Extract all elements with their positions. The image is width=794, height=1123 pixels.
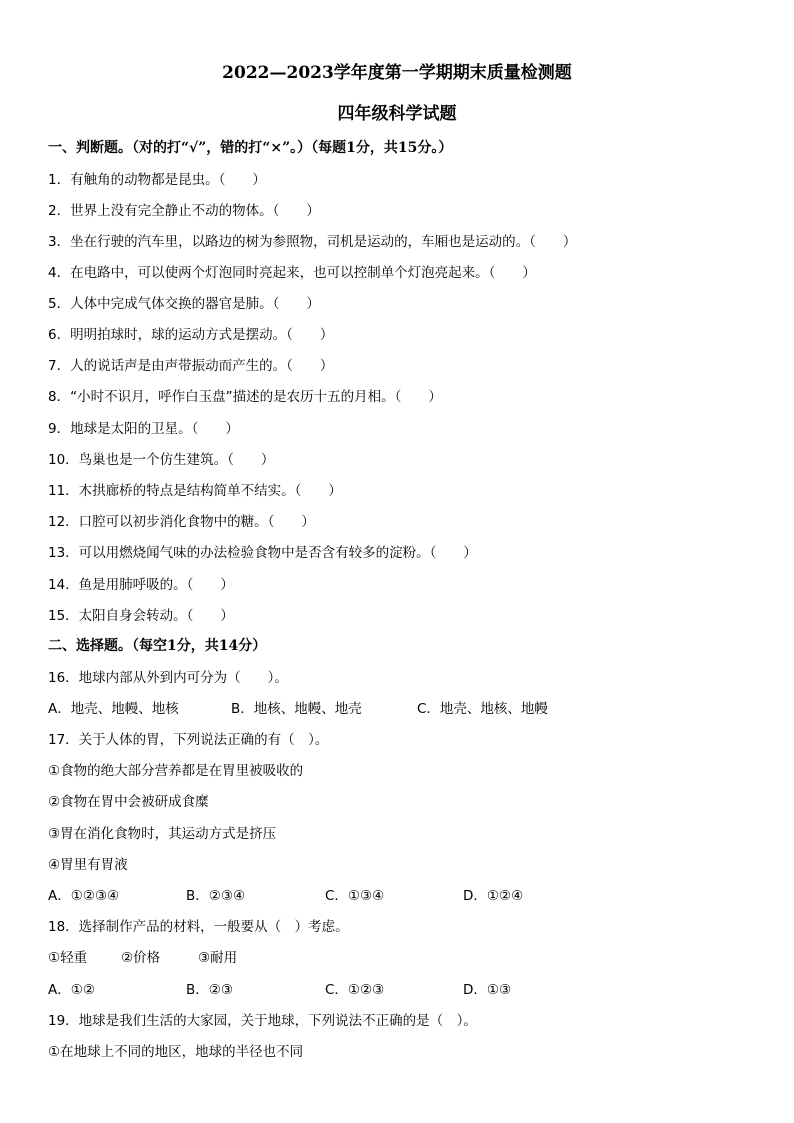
question-18-statements bbox=[48, 949, 748, 967]
option-b: B．②③④ bbox=[186, 888, 246, 904]
statement-2: ②价格 bbox=[121, 950, 161, 966]
option-b: B．地核、地幔、地壳 bbox=[231, 701, 362, 717]
question-16: 16．地球内部从外到内可分为（ ）。 bbox=[48, 670, 288, 686]
question-8: 8．“小时不识月，呼作白玉盘”描述的是农历十五的月相。（ ） bbox=[48, 389, 442, 405]
option-a: A．①②③④ bbox=[48, 888, 120, 904]
option-d: D．①③ bbox=[463, 982, 512, 998]
question-9: 9．地球是太阳的卫星。（ ） bbox=[48, 421, 239, 437]
section-heading-choice: 二、选择题。（每空1分，共14分） bbox=[48, 638, 267, 654]
question-19: 19．地球是我们生活的大家园，关于地球，下列说法不正确的是（ ）。 bbox=[48, 1013, 477, 1029]
question-17-statement-2: ②食物在胃中会被研成食糜 bbox=[48, 794, 209, 810]
question-17: 17．关于人体的胃，下列说法正确的有（ ）。 bbox=[48, 732, 329, 748]
question-1: 1．有触角的动物都是昆虫。（ ） bbox=[48, 172, 266, 188]
option-c: C．地壳、地核、地幔 bbox=[417, 701, 548, 717]
statement-3: ③耐用 bbox=[198, 950, 238, 966]
option-c: C．①③④ bbox=[325, 888, 385, 904]
question-16-options bbox=[48, 700, 748, 718]
question-2: 2．世界上没有完全静止不动的物体。（ ） bbox=[48, 203, 320, 219]
question-19-statement-1: ①在地球上不同的地区，地球的半径也不同 bbox=[48, 1044, 304, 1060]
question-12: 12．口腔可以初步消化食物中的糖。（ ） bbox=[48, 514, 315, 530]
section-heading-true-false: 一、判断题。（对的打“√”，错的打“×”。）（每题1分，共15分。） bbox=[48, 140, 453, 156]
option-a: A．地壳、地幔、地核 bbox=[48, 701, 179, 717]
question-4: 4．在电路中，可以使两个灯泡同时亮起来，也可以控制单个灯泡亮起来。（ ） bbox=[48, 265, 536, 281]
question-17-statement-1: ①食物的绝大部分营养都是在胃里被吸收的 bbox=[48, 763, 304, 779]
question-3: 3．坐在行驶的汽车里，以路边的树为参照物，司机是运动的，车厢也是运动的。（ ） bbox=[48, 234, 577, 250]
statement-1: ①轻重 bbox=[48, 950, 88, 966]
question-17-statement-4: ④胃里有胃液 bbox=[48, 857, 128, 873]
option-a: A．①② bbox=[48, 982, 95, 998]
question-6: 6．明明拍球时，球的运动方式是摆动。（ ） bbox=[48, 327, 334, 343]
question-14: 14．鱼是用肺呼吸的。（ ） bbox=[48, 577, 234, 593]
option-d: D．①②④ bbox=[463, 888, 524, 904]
question-5: 5．人体中完成气体交换的器官是肺。（ ） bbox=[48, 296, 320, 312]
question-7: 7．人的说话声是由声带振动而产生的。（ ） bbox=[48, 358, 334, 374]
question-13: 13．可以用燃烧闻气味的办法检验食物中是否含有较多的淀粉。（ ） bbox=[48, 545, 477, 561]
question-10: 10．鸟巢也是一个仿生建筑。（ ） bbox=[48, 452, 275, 468]
option-b: B．②③ bbox=[186, 982, 233, 998]
option-c: C．①②③ bbox=[325, 982, 385, 998]
question-17-statement-3: ③胃在消化食物时，其运动方式是挤压 bbox=[48, 826, 277, 842]
question-15: 15．太阳自身会转动。（ ） bbox=[48, 608, 234, 624]
question-18-options bbox=[48, 981, 748, 999]
question-11: 11．木拱廊桥的特点是结构简单不结实。（ ） bbox=[48, 483, 342, 499]
page-subtitle: 四年级科学试题 bbox=[337, 104, 457, 124]
page-title: 2022—2023学年度第一学期期末质量检测题 bbox=[222, 63, 572, 83]
question-18: 18．选择制作产品的材料，一般要从（ ）考虑。 bbox=[48, 919, 349, 935]
question-17-options bbox=[48, 887, 748, 905]
